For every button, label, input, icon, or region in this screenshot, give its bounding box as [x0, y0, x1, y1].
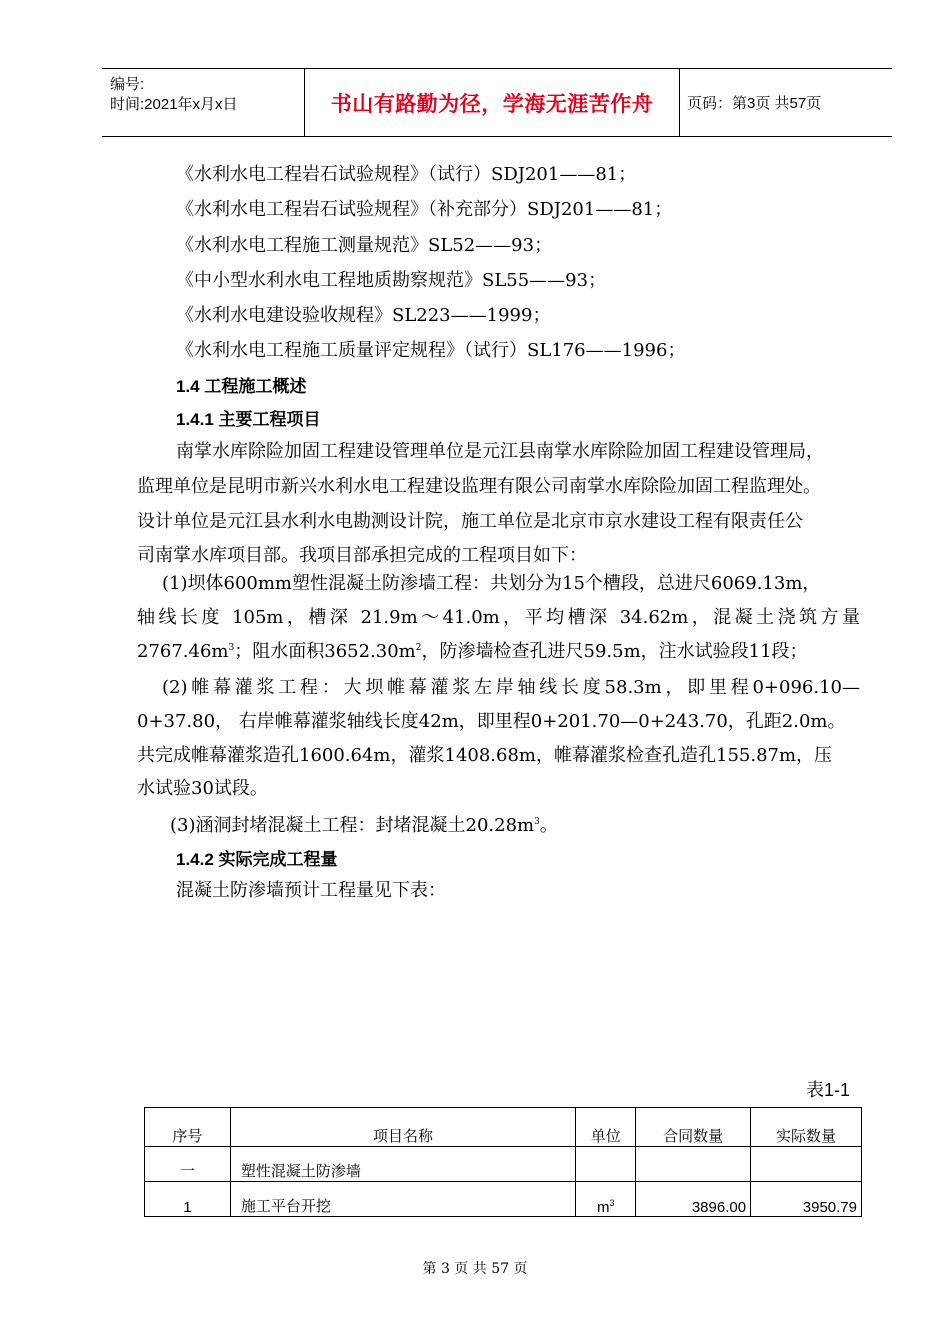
table-header-row [145, 1108, 862, 1147]
actual-qty [751, 1147, 862, 1182]
contract-qty [636, 1147, 751, 1182]
item2-line: 水试验30试段。 [137, 778, 268, 799]
item1-line: $2767.46m^3$；阻水面积$3652.30m^2$，防渗墙检查孔进尺59.5m，注水试验段11段； [137, 641, 808, 662]
quantity-table [144, 1107, 862, 1217]
page-header [102, 68, 892, 137]
code-label: 编号: [110, 76, 145, 93]
column-header: 单位 [576, 1108, 636, 1147]
item2-line: 0+37.80， 右岸帷幕灌浆轴线长度42m，即里程0+201.70—0+243.70，孔距2.0m。 [137, 711, 846, 732]
header-motto: 书山有路勤为径，学海无涯苦作舟 [304, 69, 680, 136]
column-header: 项目名称 [230, 1108, 575, 1147]
column-header: 实际数量 [751, 1108, 862, 1147]
header-meta [102, 69, 304, 136]
actual-qty: 3950.79 [751, 1182, 862, 1217]
item1-line: 轴线长度 105m，槽深 21.9m～41.0m，平均槽深 34.62m，混凝土浇筑方量 [137, 607, 860, 628]
paragraph-line: 司南掌水库项目部。我项目部承担完成的工程项目如下： [137, 545, 587, 566]
row-number: 一 [145, 1147, 231, 1182]
column-header: 合同数量 [636, 1108, 751, 1147]
item3-line: (3)涵洞封堵混凝土工程：封堵混凝土$20.28m^3$。 [170, 815, 558, 836]
row-number: 1 [145, 1182, 231, 1217]
unit-cell [576, 1147, 636, 1182]
paragraph-line: 设计单位是元江县水利水电勘测设计院，施工单位是北京市京水建设工程有限责任公 [137, 511, 803, 532]
section-heading-1-4-1: 1.4.1 主要工程项目 [176, 410, 321, 429]
section-heading-1-4: 1.4 工程施工概述 [176, 377, 307, 396]
contract-qty: 3896.00 [636, 1182, 751, 1217]
reference-item: 《水利水电工程施工测量规范》SL52——93； [176, 235, 553, 256]
paragraph-line: 南掌水库除险加固工程建设管理单位是元江县南掌水库除险加固工程建设管理局， [176, 441, 824, 462]
unit-cell: $m^3$ [576, 1182, 636, 1217]
item2-line: 共完成帷幕灌浆造孔1600.64m，灌浆1408.68m，帷幕灌浆检查孔造孔155.87m，压 [137, 745, 833, 766]
paragraph-line: 监理单位是昆明市新兴水利水电工程建设监理有限公司南掌水库除险加固工程监理处。 [137, 476, 821, 497]
item-name: 施工平台开挖 [230, 1182, 575, 1217]
page-footer: 第 3 页 共 57 页 [422, 1261, 528, 1277]
reference-item: 《水利水电工程施工质量评定规程》（试行）SL176——1996； [176, 340, 686, 361]
item-name: 塑性混凝土防渗墙 [230, 1147, 575, 1182]
table-caption: 表1-1 [806, 1080, 851, 1100]
table-intro: 混凝土防渗墙预计工程量见下表： [176, 880, 446, 901]
time-label: 时间:2021年x月x日 [110, 96, 238, 113]
reference-item: 《中小型水利水电工程地质勘察规范》SL55——93； [176, 270, 607, 291]
table-row [145, 1182, 862, 1217]
column-header: 序号 [145, 1108, 231, 1147]
reference-item: 《水利水电工程岩石试验规程》（试行）SDJ201——81； [176, 164, 637, 185]
table-row [145, 1147, 862, 1182]
reference-item: 《水利水电工程岩石试验规程》（补充部分）SDJ201——81； [176, 199, 673, 220]
page-number-label: 页码：第3页 共57页 [687, 95, 822, 112]
item1-line: (1)坝体600mm塑性混凝土防渗墙工程：共划分为15个槽段，总进尺6069.13m， [162, 573, 821, 594]
reference-item: 《水利水电建设验收规程》SL223——1999； [176, 305, 551, 326]
item2-line: (2)帷幕灌浆工程：大坝帷幕灌浆左岸轴线长度58.3m，即里程0+096.10— [162, 677, 860, 698]
section-heading-1-4-2: 1.4.2 实际完成工程量 [176, 850, 338, 869]
